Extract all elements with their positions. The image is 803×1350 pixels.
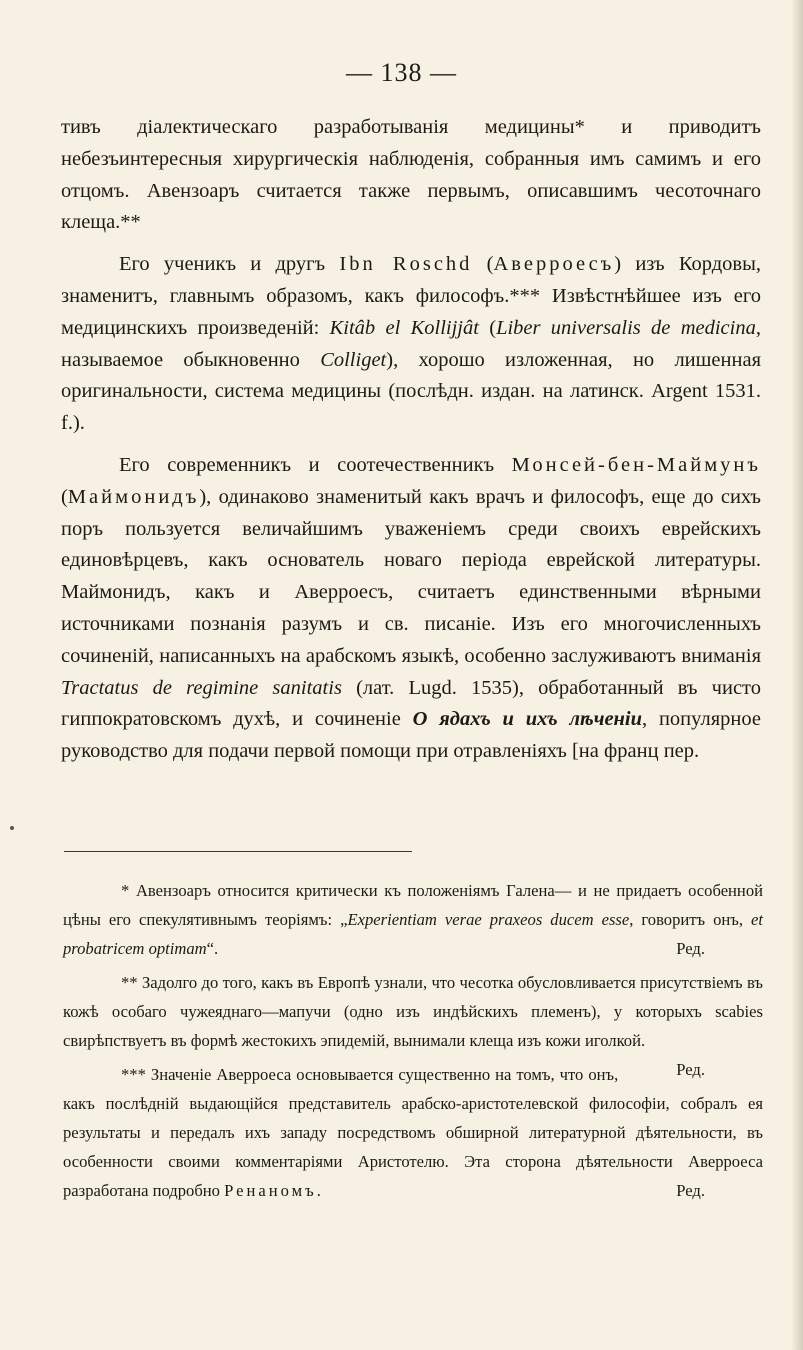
name-moses-ben-maimon: Монсей-бен-Маймунъ xyxy=(511,453,761,476)
editor-mark: Ред. xyxy=(676,939,705,958)
text-run: (лат. Lugd. 1535), обработанный въ чисто гиппократовскомъ духѣ, и сочиненіе xyxy=(61,676,761,731)
text-run: , популярное руководство для подачи первой помощи при отравленіяхъ [на франц пер. xyxy=(61,708,761,763)
book-title-tractatus: Tractatus de regimine sanitatis xyxy=(61,676,342,699)
paragraph-1: тивъ діалектическаго разработыванія медицины* и приводитъ небезъинтересныя хирургическія наблюденія, собранныя имъ самимъ и его отцомъ. Авензоаръ считается также первымъ, описавшимъ чесоточнаго клеща.** xyxy=(61,116,761,234)
text-run: , называемое обыкновенно xyxy=(61,316,761,371)
text-run: . xyxy=(316,1181,321,1200)
footnote-1 xyxy=(63,876,763,963)
text-run: ), одинаково знаменитый какъ врачъ и философъ, еще до сихъ поръ пользуется величайшимъ уваженіемъ среди своихъ еврейскихъ единовѣрцевъ, какъ основатель новаго періода еврейской литературы. Маймонидъ, какъ и Аверроесъ, считаетъ единственными вѣрными источниками познанія разумъ и св. писаніе. Изъ его многочисленныхъ сочиненій, написанныхъ на арабскомъ языкѣ, особенно заслуживаютъ вниманія xyxy=(61,485,761,667)
paragraph-2 xyxy=(61,249,761,440)
stray-ink-dot xyxy=(10,826,14,830)
main-text xyxy=(61,112,761,768)
name-averroes: Аверроесъ xyxy=(493,253,615,276)
text-run: ** Задолго до того, какъ въ Европѣ узнали, что чесотка обусловливается присутствіемъ въ кожѣ особаго чужеяднаго—мапучи (одно изъ индѣйскихъ племенъ), у которыхъ scabies свирѣпствуетъ въ формѣ жестокихъ эпидемій, вынимали клеща изъ кожи иголкой. xyxy=(63,973,763,1050)
text-run: ( xyxy=(61,485,68,508)
text-run: ) изъ Кордовы, знаменитъ, главнымъ образомъ, какъ философъ.*** Извѣстнѣйшее изъ его медицинскихъ произведеній: xyxy=(61,253,762,339)
text-run: Его современникъ и соотечественникъ xyxy=(119,453,512,476)
text-run: *** Значеніе Аверроеса основывается существенно на томъ, что онъ, какъ послѣдній выдающійся представитель арабско-аристотелевской философіи, собралъ ея результаты и передалъ ихъ западу посредствомъ обширной литературной дѣятельности, въ особенности своими комментаріями Аристотелю. Эта сторона дѣятельности Аверроеса разработана подробно xyxy=(63,1065,763,1200)
editor-mark: Ред. xyxy=(676,1060,705,1079)
book-title-poisons: О ядахъ и ихъ лѣченіи xyxy=(412,708,643,731)
page-edge-shadow xyxy=(791,0,803,1350)
text-run: * Авензоаръ относится критически къ положеніямъ Галена— и не придаетъ особенной цѣны его спекулятивнымъ теоріямъ: „ xyxy=(63,881,763,929)
book-title-liber: Liber universalis de medicina xyxy=(496,316,756,339)
book-title-kitab: Kitâb el Kollijjât xyxy=(329,316,479,339)
name-renan: Ренаномъ xyxy=(224,1181,317,1200)
footnotes xyxy=(63,876,763,1205)
latin-quote: Experientiam verae praxeos ducem esse xyxy=(347,910,630,929)
latin-quote: et probatricem optimam xyxy=(63,910,764,958)
text-run: ( xyxy=(472,253,494,276)
editor-mark: Ред. xyxy=(676,1181,705,1200)
page-number: — 138 — xyxy=(346,58,457,87)
text-run: Его ученикъ и другъ xyxy=(119,253,340,276)
name-maimonides: Маймонидъ xyxy=(67,485,200,508)
text-run: ), хорошо изложенная, но лишенная оригинальности, система медицины (послѣдн. издан. на латинск. Argent 1531. f.). xyxy=(61,348,762,435)
text-run: , говоритъ онъ, xyxy=(629,910,752,929)
name-ibn-roschd: Ibn Roschd xyxy=(339,253,473,276)
paragraph-3 xyxy=(61,450,761,768)
text-run: “. xyxy=(206,939,219,958)
text-run: ( xyxy=(478,316,497,339)
footnote-separator xyxy=(64,851,412,852)
footnote-2 xyxy=(63,968,763,1079)
book-title-colliget: Colliget xyxy=(320,348,387,371)
